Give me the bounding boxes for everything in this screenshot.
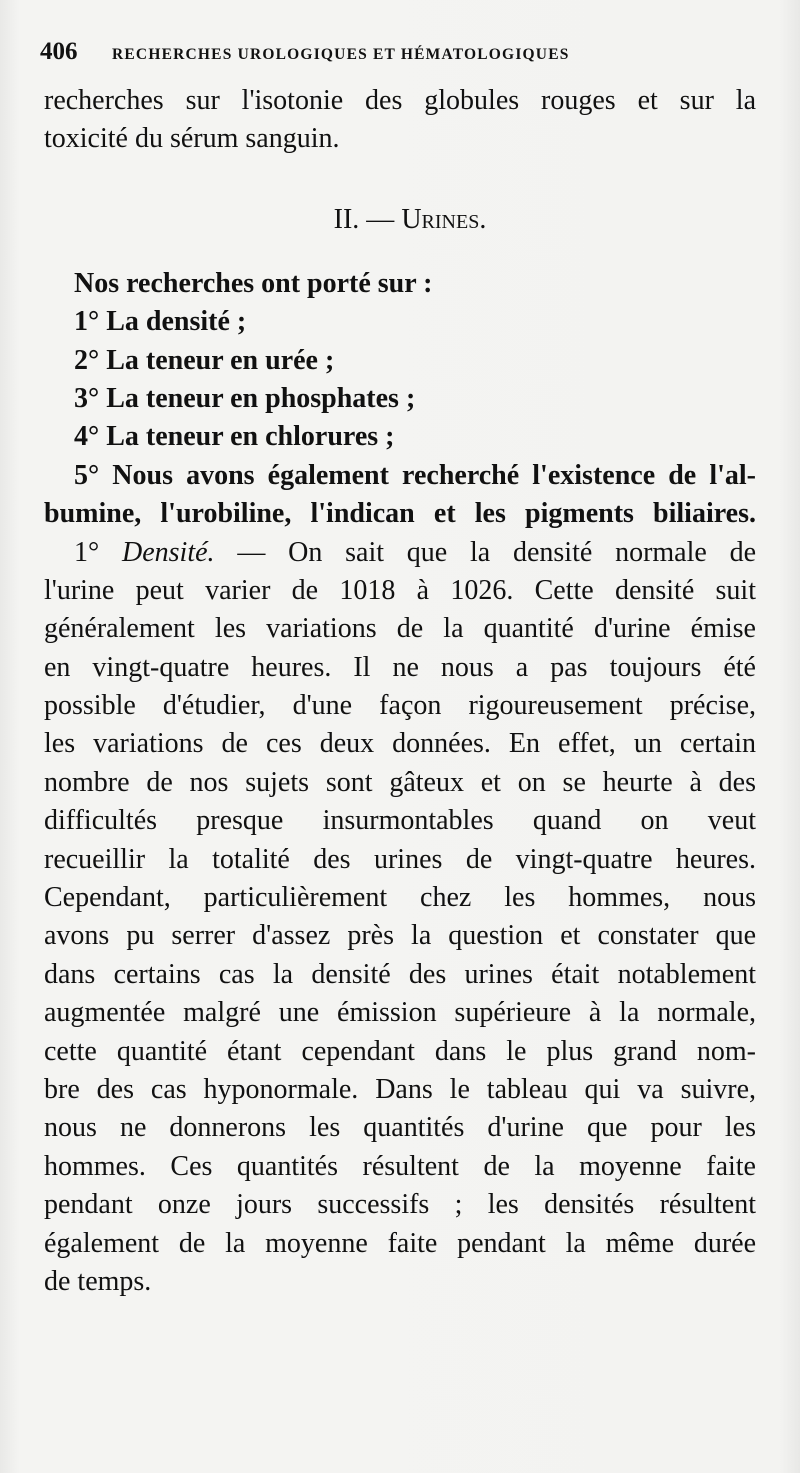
densite-first-line-text: — On sait que la densité normale de bbox=[237, 536, 756, 568]
text-line: recherches sur l'isotonie des globules rouges et sur la bbox=[44, 85, 756, 116]
text-line: toxicité du sérum sanguin. bbox=[44, 123, 340, 155]
paragraph-first-line bbox=[44, 534, 756, 572]
page-header bbox=[40, 38, 760, 68]
text-line: augmentée malgré une émission supérieure à la normale, bbox=[44, 997, 756, 1029]
text-line: nous ne donnerons les quantités d'urine que pour les bbox=[44, 1112, 756, 1144]
list-item: 2° La teneur en urée ; bbox=[74, 344, 335, 376]
text-line: pendant onze jours successifs ; les densités résultent bbox=[44, 1189, 756, 1221]
list-item: 5° Nous avons également recherché l'existence de l'al- bbox=[74, 459, 756, 491]
densite-number: 1° bbox=[74, 536, 100, 568]
list-item: 4° La teneur en chlorures ; bbox=[74, 421, 395, 453]
text-line: difficultés presque insurmontables quand on veut bbox=[44, 805, 756, 837]
text-line: Cependant, particulièrement chez les hommes, nous bbox=[44, 882, 756, 914]
list-item: 3° La teneur en phosphates ; bbox=[74, 382, 416, 414]
text-line: l'urine peut varier de 1018 à 1026. Cette densité suit bbox=[44, 574, 756, 606]
page-number: 406 bbox=[40, 38, 78, 65]
list-item: 1° La densité ; bbox=[74, 306, 247, 338]
text-line: généralement les variations de la quantité d'urine émise bbox=[44, 613, 756, 645]
lead-line: Nos recherches ont porté sur : bbox=[74, 267, 433, 299]
running-head: RECHERCHES UROLOGIQUES ET HÉMATOLOGIQUES bbox=[112, 46, 570, 63]
text-line: bre des cas hyponormale. Dans le tableau qui va suivre, bbox=[44, 1073, 756, 1105]
text-line: de temps. bbox=[44, 1265, 152, 1297]
body-text bbox=[44, 82, 756, 1301]
text-line: en vingt-quatre heures. Il ne nous a pas toujours été bbox=[44, 651, 756, 683]
text-line: cette quantité étant cependant dans le plus grand nom- bbox=[44, 1035, 756, 1067]
text-line: les variations de ces deux données. En effet, un certain bbox=[44, 728, 756, 760]
section-heading bbox=[44, 201, 756, 241]
section-numeral: II. — bbox=[333, 203, 395, 235]
text-line: également de la moyenne faite pendant la même durée bbox=[44, 1227, 756, 1259]
list-item-continuation: bumine, l'urobiline, l'indican et les pigments biliaires. bbox=[44, 498, 756, 530]
densite-heading: Densité. bbox=[122, 536, 215, 568]
text-line: nombre de nos sujets sont gâteux et on se heurte à des bbox=[44, 766, 756, 798]
text-line: possible d'étudier, d'une façon rigoureusement précise, bbox=[44, 690, 756, 722]
text-line: hommes. Ces quantités résultent de la moyenne faite bbox=[44, 1150, 756, 1182]
section-title: Urines. bbox=[401, 203, 487, 235]
text-line: dans certains cas la densité des urines était notablement bbox=[44, 958, 756, 990]
text-line: avons pu serrer d'assez près la question et constater que bbox=[44, 920, 756, 952]
text-line: recueillir la totalité des urines de vingt-quatre heures. bbox=[44, 843, 756, 875]
